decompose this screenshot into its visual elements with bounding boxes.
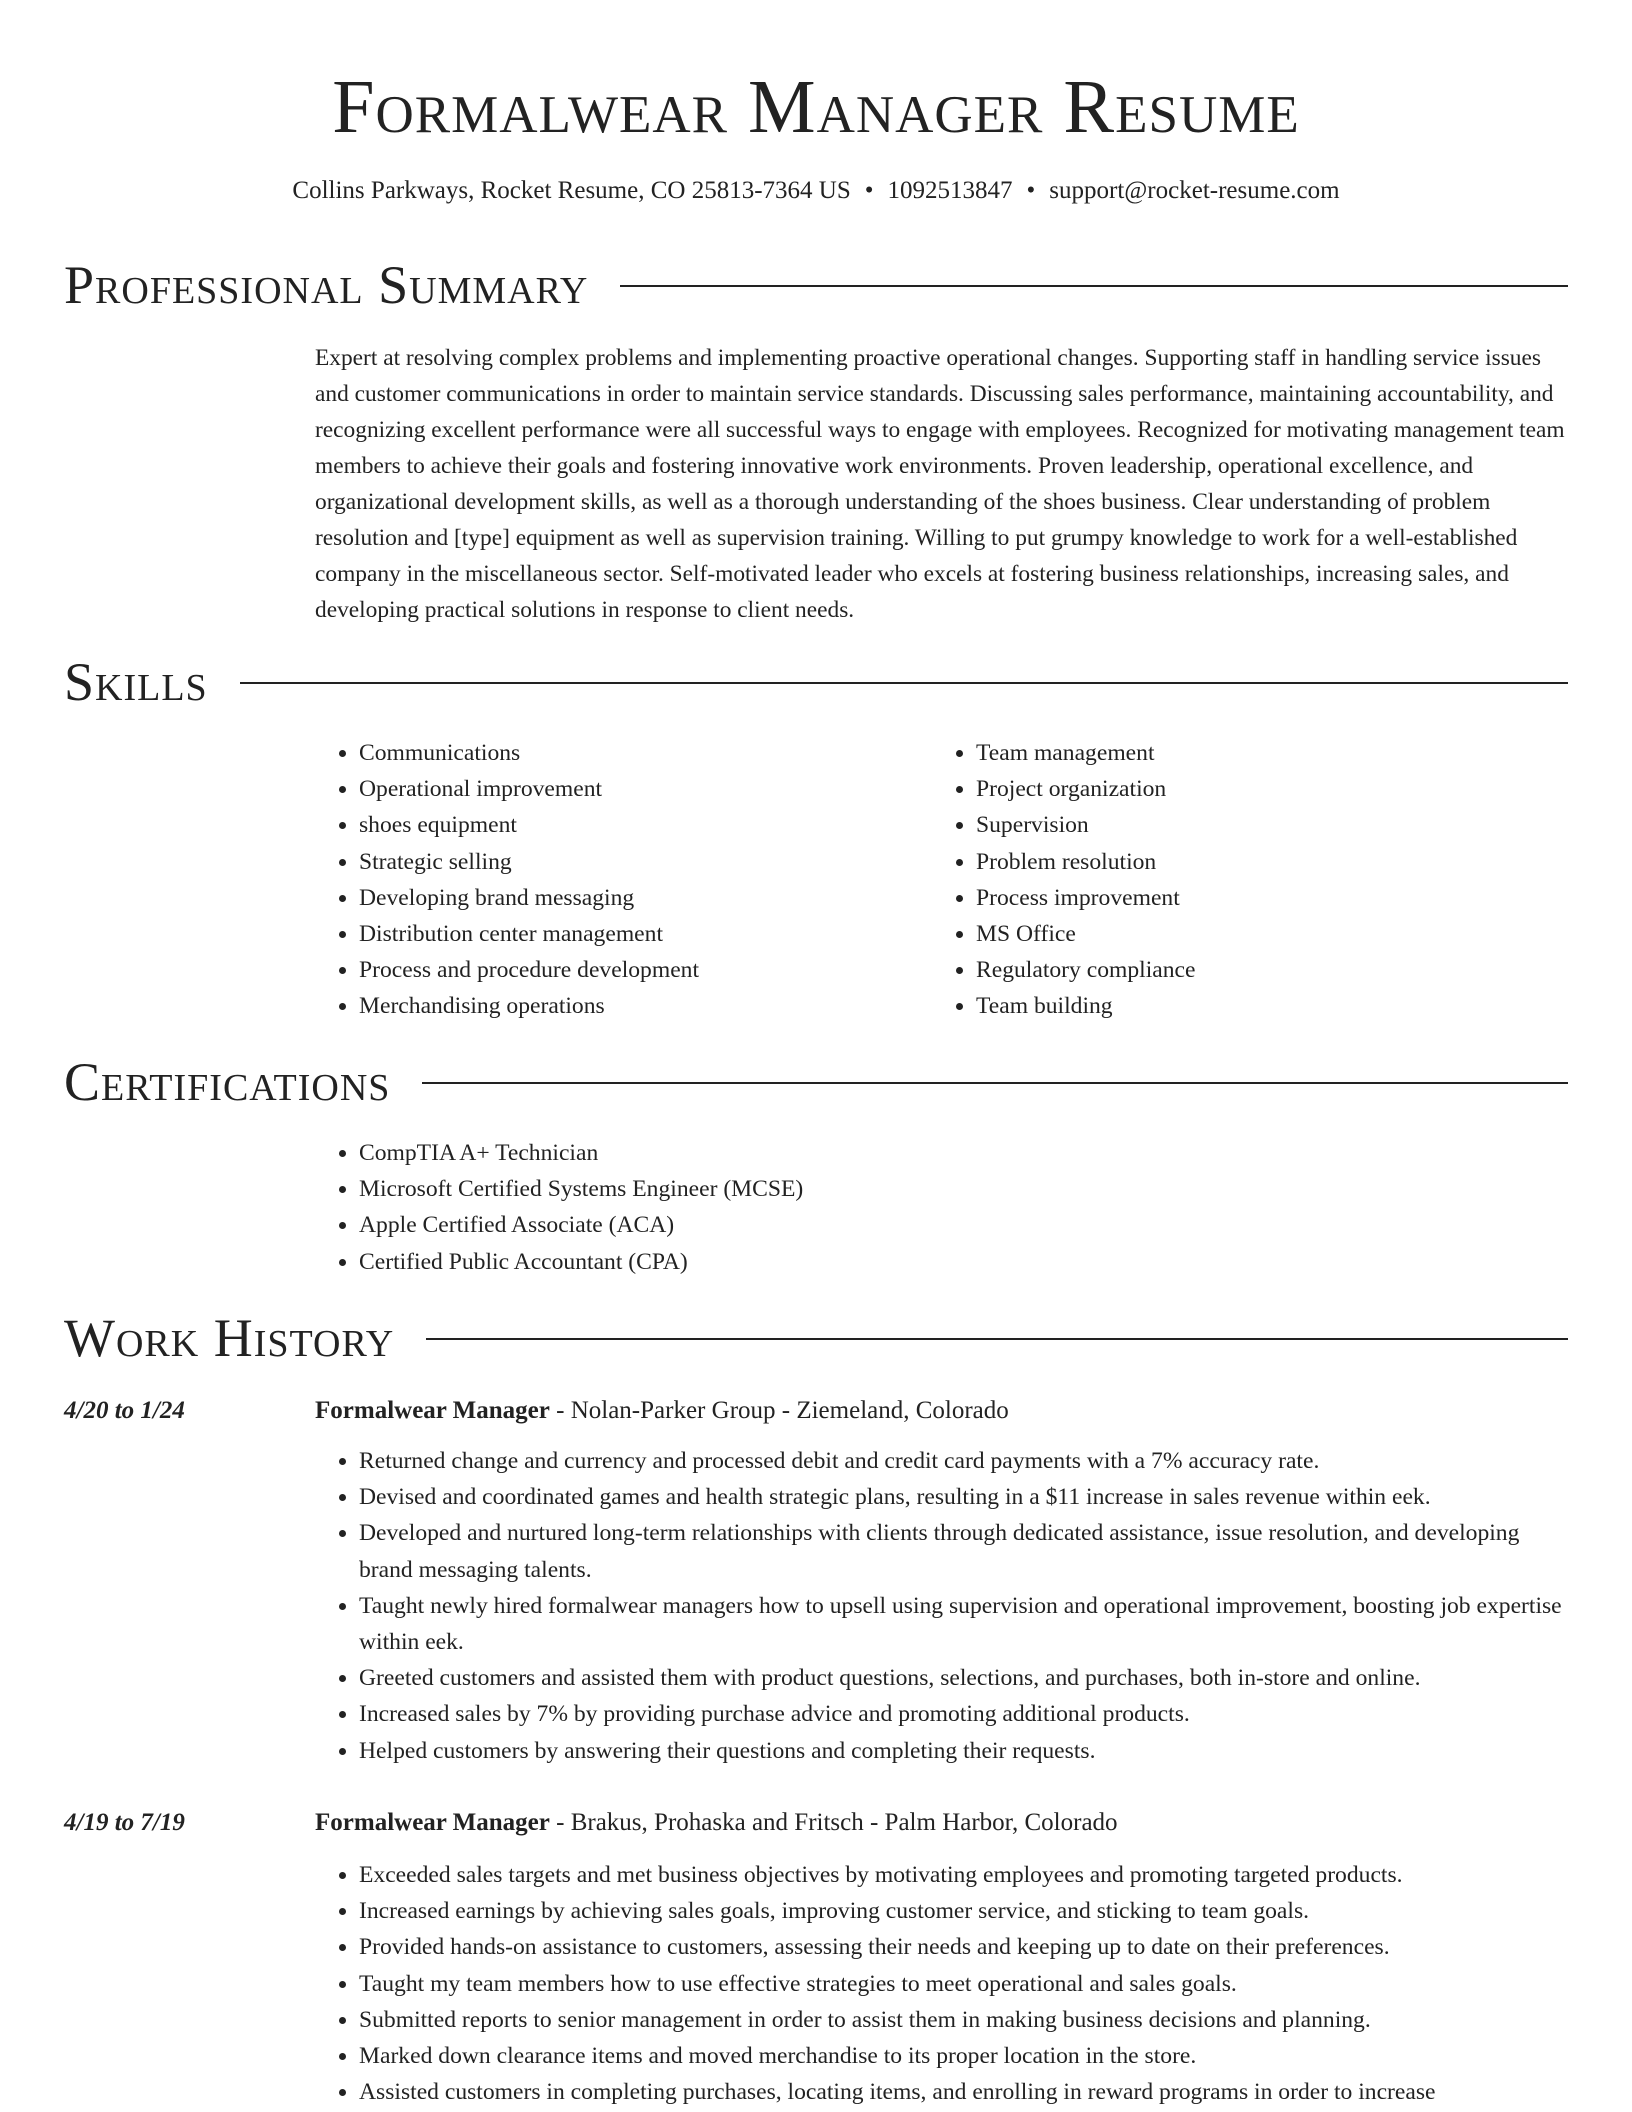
resume-title: Formalwear Manager Resume bbox=[332, 65, 1300, 149]
job-bullets bbox=[315, 1857, 1569, 2110]
skill-item: • Problem resolution bbox=[976, 844, 1532, 880]
skill-item: • Distribution center management bbox=[359, 916, 915, 952]
certification-item: • Microsoft Certified Systems Engineer (MCSE) bbox=[359, 1171, 1215, 1207]
skill-item: • shoes equipment bbox=[359, 807, 915, 843]
job-bullets bbox=[315, 1443, 1569, 1769]
skill-item: • Regulatory compliance bbox=[976, 952, 1532, 988]
job-bullet: • Devised and coordinated games and health strategic plans, resulting in a $11 increase in sales revenue within eek. bbox=[359, 1479, 1569, 1515]
section-divider bbox=[620, 285, 1568, 287]
skill-item: • Strategic selling bbox=[359, 844, 915, 880]
job-bullet: • Developed and nurtured long-term relationships with clients through dedicated assistance, issue resolution, and developing brand messaging talents. bbox=[359, 1515, 1569, 1587]
job-bullet: • Assisted customers in completing purchases, locating items, and enrolling in reward programs in order to increase bbox=[359, 2074, 1569, 2110]
summary-text: Expert at resolving complex problems and implementing proactive operational changes. Supporting staff in handling service issues and customer communications in order to maintain service standards. Discussing sales performance, maintaining accountability, and recognizing excellent performance were all successful ways to engage with employees. Recognized for motivating management team members to achieve their goals and fostering innovative work environments. Proven leadership, operational excellence, and organizational development skills, as well as a thorough understanding of the shoes business. Clear understanding of problem resolution and [type] equipment as well as supervision training. Willing to put grumpy knowledge to work for a well-established company in the miscellaneous sector. Self-motivated leader who excels at fostering business relationships, increasing sales, and developing practical solutions in response to client needs. bbox=[315, 345, 1565, 623]
certification-item: • Certified Public Accountant (CPA) bbox=[359, 1244, 1215, 1280]
skills-column-left bbox=[315, 735, 915, 1025]
job-bullet: • Greeted customers and assisted them with product questions, selections, and purchases, both in-store and online. bbox=[359, 1660, 1569, 1696]
contact-address: Collins Parkways, Rocket Resume, CO 25813-7364 US bbox=[292, 177, 851, 204]
skill-item: • Developing brand messaging bbox=[359, 880, 915, 916]
skill-item: • Team building bbox=[976, 988, 1532, 1024]
job-date: 4/19 to 7/19 bbox=[64, 1809, 185, 1836]
job-bullet: • Returned change and currency and processed debit and credit card payments with a 7% accuracy rate. bbox=[359, 1443, 1569, 1479]
contact-email[interactable]: support@rocket-resume.com bbox=[1049, 177, 1340, 204]
section-divider bbox=[426, 1338, 1568, 1340]
job-bullet: • Marked down clearance items and moved merchandise to its proper location in the store. bbox=[359, 2038, 1569, 2074]
work-history-section-title: Work History bbox=[64, 1308, 395, 1368]
skill-item: • Process and procedure development bbox=[359, 952, 915, 988]
skill-item: • Operational improvement bbox=[359, 771, 915, 807]
skill-item: • Team management bbox=[976, 735, 1532, 771]
job-bullet: • Submitted reports to senior management in order to assist them in making business decisions and planning. bbox=[359, 2002, 1569, 2038]
skills-section-title: Skills bbox=[64, 652, 208, 712]
skill-item: • Merchandising operations bbox=[359, 988, 915, 1024]
work-history-section-header bbox=[64, 1306, 1568, 1370]
certification-item: • Apple Certified Associate (ACA) bbox=[359, 1207, 1215, 1243]
skills-section-header bbox=[64, 650, 1568, 714]
job-bullet: • Exceeded sales targets and met business objectives by motivating employees and promoting targeted products. bbox=[359, 1857, 1569, 1893]
job-bullet: • Provided hands-on assistance to customers, assessing their needs and keeping up to date on their preferences. bbox=[359, 1929, 1569, 1965]
job-bullet: • Helped customers by answering their questions and completing their requests. bbox=[359, 1733, 1569, 1769]
certifications-list bbox=[315, 1135, 1215, 1280]
job-bullet: • Increased earnings by achieving sales goals, improving customer service, and sticking to team goals. bbox=[359, 1893, 1569, 1929]
skills-column-right bbox=[932, 735, 1532, 1025]
skill-item-list bbox=[932, 735, 1532, 1025]
job-bullet: • Taught my team members how to use effective strategies to meet operational and sales goals. bbox=[359, 1966, 1569, 2002]
summary-section-header bbox=[64, 253, 1568, 317]
skill-item-list bbox=[315, 735, 915, 1025]
certification-item-list bbox=[315, 1135, 1215, 1280]
skill-item: • MS Office bbox=[976, 916, 1532, 952]
job-details: - Brakus, Prohaska and Fritsch - Palm Harbor, Colorado bbox=[549, 1809, 1118, 1836]
skill-item: • Communications bbox=[359, 735, 915, 771]
job-bullet: • Taught newly hired formalwear managers how to upsell using supervision and operational improvement, boosting job expertise within eek. bbox=[359, 1588, 1569, 1660]
contact-line bbox=[0, 175, 1632, 207]
job-bullet: • Increased sales by 7% by providing purchase advice and promoting additional products. bbox=[359, 1696, 1569, 1732]
section-divider bbox=[422, 1082, 1568, 1084]
summary-section-title: Professional Summary bbox=[64, 255, 589, 315]
job-title-line bbox=[315, 1805, 1569, 1841]
certifications-section-title: Certifications bbox=[64, 1052, 391, 1112]
section-divider bbox=[240, 682, 1568, 684]
job-bullet-list bbox=[315, 1857, 1569, 2110]
job-title-line bbox=[315, 1393, 1569, 1429]
certification-item: • CompTIA A+ Technician bbox=[359, 1135, 1215, 1171]
job-details: - Nolan-Parker Group - Ziemeland, Colorado bbox=[549, 1397, 1009, 1424]
job-date: 4/20 to 1/24 bbox=[64, 1397, 185, 1424]
skill-item: • Supervision bbox=[976, 807, 1532, 843]
certifications-section-header bbox=[64, 1050, 1568, 1114]
contact-separator: • bbox=[864, 177, 874, 204]
job-role: Formalwear Manager bbox=[315, 1809, 550, 1836]
skill-item: • Project organization bbox=[976, 771, 1532, 807]
skill-item: • Process improvement bbox=[976, 880, 1532, 916]
job-bullet-list bbox=[315, 1443, 1569, 1769]
contact-phone: 1092513847 bbox=[887, 177, 1013, 204]
contact-separator: • bbox=[1026, 177, 1036, 204]
job-role: Formalwear Manager bbox=[315, 1397, 550, 1424]
